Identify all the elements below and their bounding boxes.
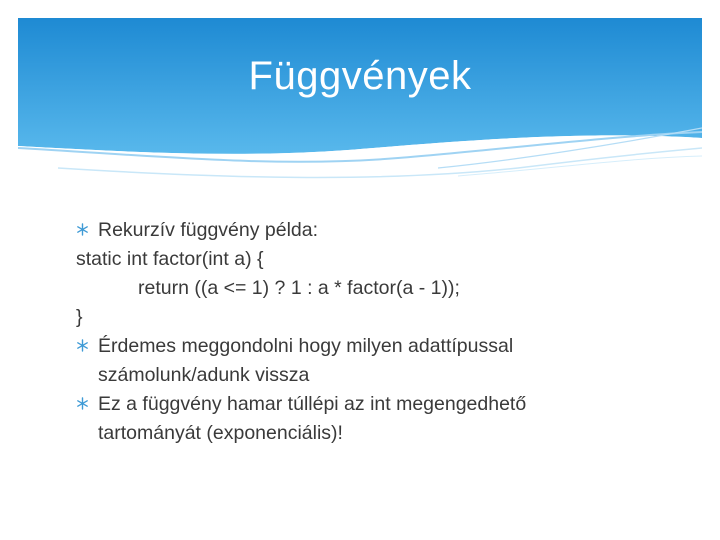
- asterisk-bullet-icon: [76, 223, 89, 236]
- bullet-text: Ez a függvény hamar túllépi az int megengedhető: [98, 393, 527, 415]
- title-banner: [18, 18, 702, 190]
- bullet-item-overflow: [76, 390, 676, 448]
- bullet-text: Rekurzív függvény példa:: [98, 219, 319, 241]
- bullet-item-datatype: [76, 332, 676, 390]
- slide-content: [76, 216, 676, 448]
- code-line: static int factor(int a) {: [76, 248, 264, 270]
- code-line: return ((a <= 1) ? 1 : a * factor(a - 1));: [138, 277, 460, 299]
- asterisk-bullet-icon: [76, 397, 89, 410]
- slide-title: Függvények: [248, 54, 472, 98]
- bullet-item-recursive: [76, 216, 676, 245]
- bullet-text-continued: tartományát (exponenciális)!: [98, 422, 343, 444]
- code-line: }: [76, 306, 83, 328]
- banner-background: [18, 18, 702, 190]
- bullet-text: Érdemes meggondolni hogy milyen adattípussal: [98, 335, 514, 357]
- bullet-text-continued: számolunk/adunk vissza: [98, 364, 310, 386]
- asterisk-bullet-icon: [76, 339, 89, 352]
